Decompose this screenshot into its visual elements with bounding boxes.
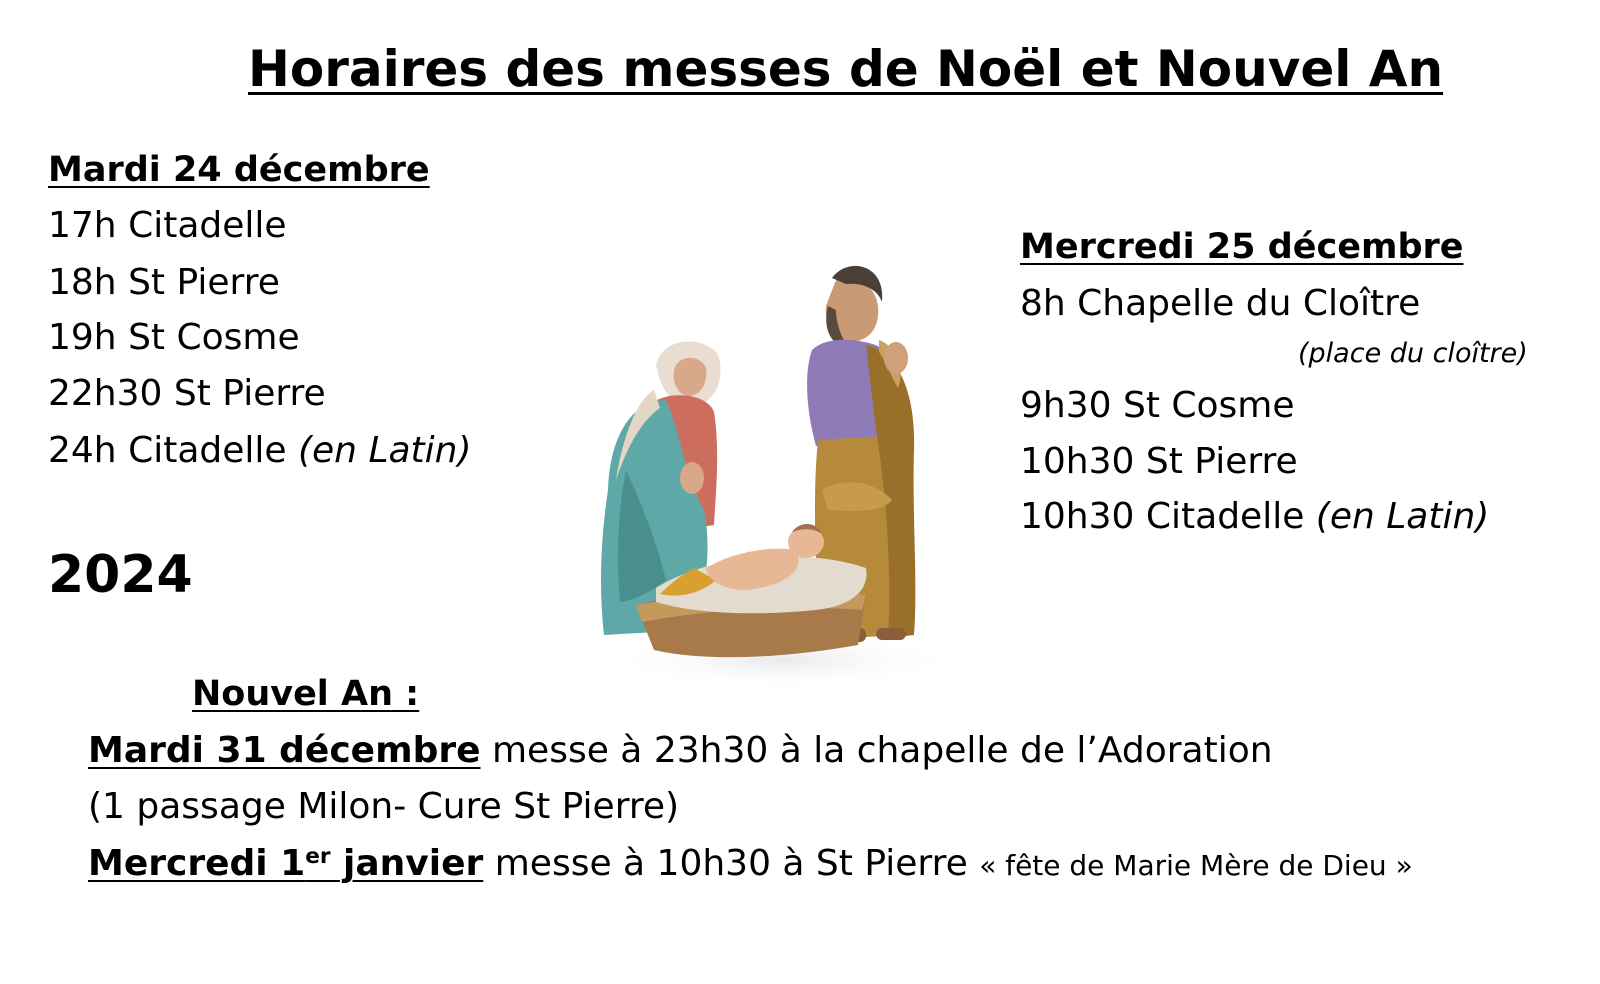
mass-31-text: messe à 23h30 à la chapelle de l’Adoration (480, 730, 1273, 771)
schedule-line: 17h Citadelle (48, 205, 287, 246)
date-31-decembre: Mardi 31 décembre (88, 730, 481, 771)
schedule-line: 10h30 St Pierre (1020, 441, 1298, 482)
date-1-janvier (88, 843, 483, 884)
schedule-line-latin (48, 430, 472, 471)
date-1-sup: er (305, 844, 331, 870)
nouvel-an-line-1-janvier (88, 843, 1413, 884)
schedule-line: 19h St Cosme (48, 317, 300, 358)
latin-note: (en Latin) (297, 430, 472, 471)
latin-note: (en Latin) (1315, 496, 1490, 537)
nouvel-an-line-31 (88, 730, 1273, 771)
schedule-line: 18h St Pierre (48, 262, 280, 303)
passage-note: (1 passage Milon- Cure St Pierre) (88, 786, 680, 827)
date-1-main: Mercredi 1 (88, 843, 306, 884)
year-label: 2024 (48, 545, 193, 605)
page-title: Horaires des messes de Noël et Nouvel An (248, 40, 1444, 98)
schedule-line: 8h Chapelle du Cloître (1020, 283, 1421, 324)
heading-nouvel-an: Nouvel An : (192, 674, 420, 714)
schedule-line-text: 24h Citadelle (48, 430, 298, 471)
mass-1-text: messe à 10h30 à St Pierre (483, 843, 980, 884)
feast-quote: « fête de Marie Mère de Dieu » (979, 849, 1413, 882)
heading-25-decembre: Mercredi 25 décembre (1020, 227, 1464, 267)
schedule-line-latin (1020, 496, 1490, 537)
schedule-line: 9h30 St Cosme (1020, 385, 1295, 426)
schedule-line-text: 10h30 Citadelle (1020, 496, 1316, 537)
place-note: (place du cloître) (1298, 338, 1528, 369)
heading-24-decembre: Mardi 24 décembre (48, 150, 430, 190)
nativity-image (596, 250, 966, 700)
schedule-line: 22h30 St Pierre (48, 373, 326, 414)
date-1-end: janvier (330, 843, 484, 884)
